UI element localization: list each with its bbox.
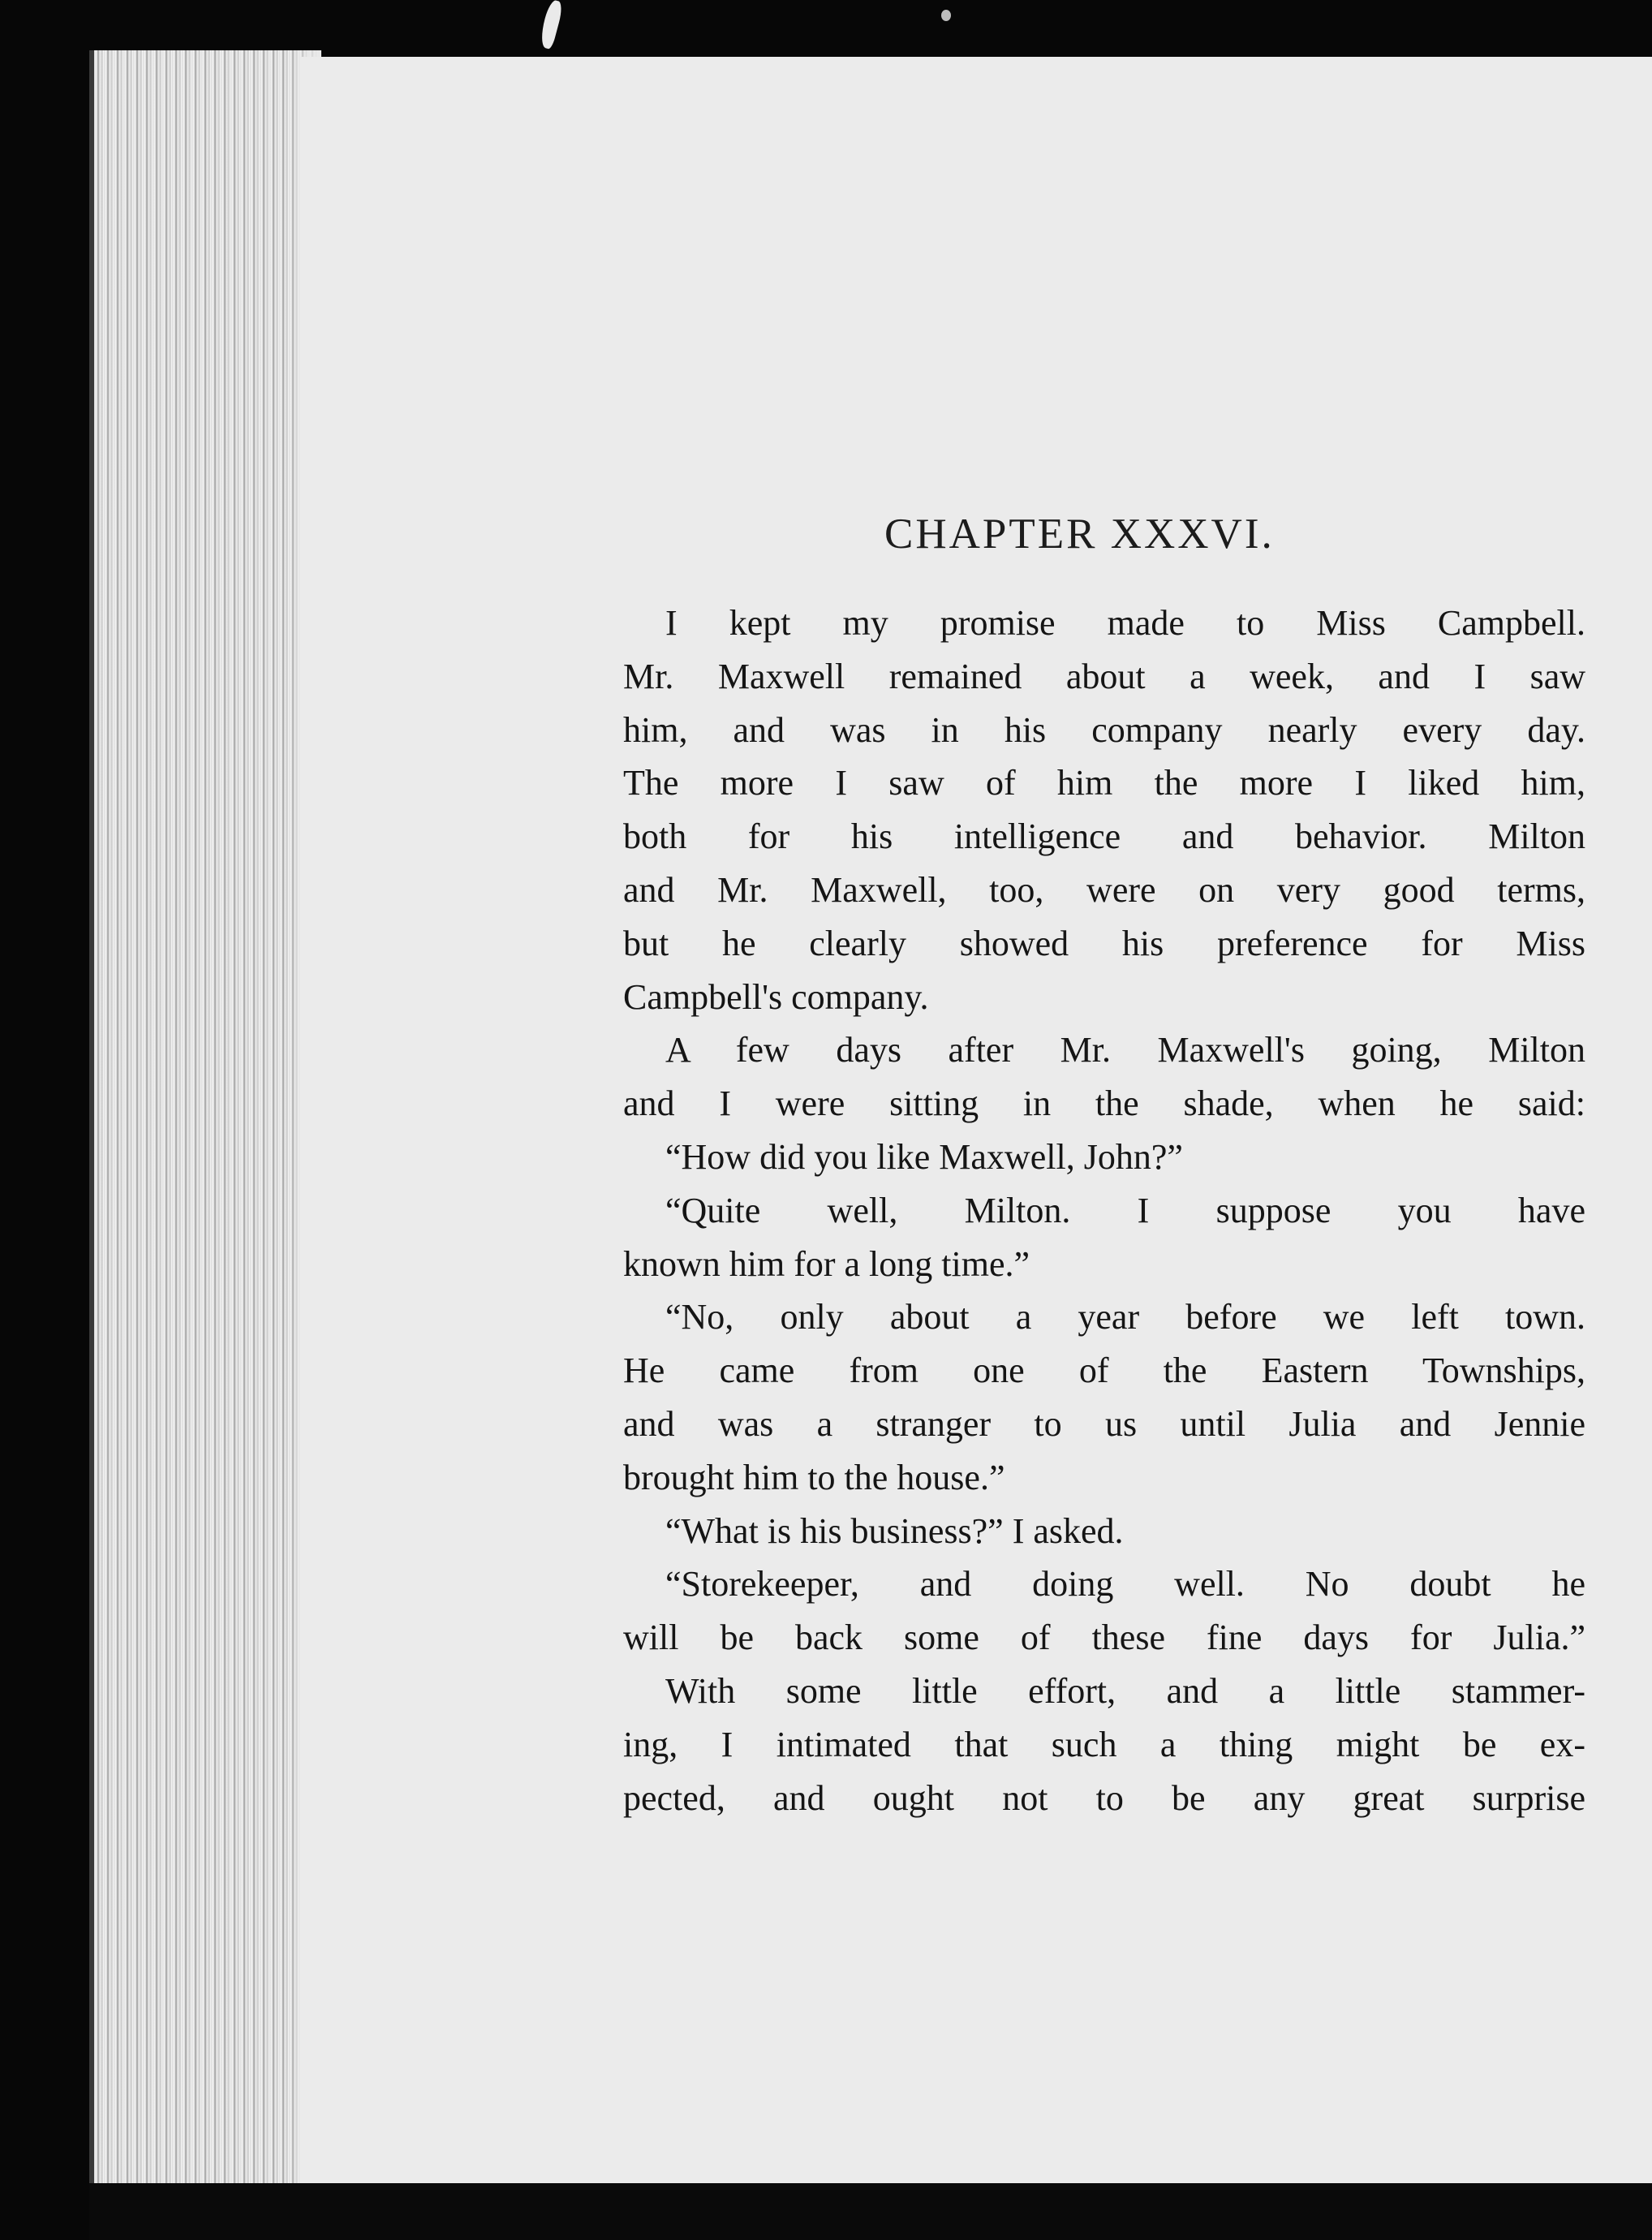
text-line: “No, only about a year before we left town. bbox=[665, 1297, 1585, 1338]
text-line: “Storekeeper, and doing well. No doubt he bbox=[665, 1564, 1585, 1605]
text-line: “How did you like Maxwell, John?” bbox=[665, 1136, 1183, 1177]
text-line: “What is his business?” I asked. bbox=[665, 1510, 1124, 1551]
text-line: and I were sitting in the shade, when he said: bbox=[623, 1083, 1585, 1124]
text-line: will be back some of these fine days for Julia.” bbox=[623, 1618, 1585, 1658]
text-line: Campbell's company. bbox=[623, 976, 929, 1017]
text-line: him, and was in his company nearly every day. bbox=[623, 709, 1585, 750]
page-edges bbox=[89, 50, 321, 2217]
scan-speck bbox=[538, 0, 565, 50]
text-line: With some little effort, and a little stammer- bbox=[665, 1670, 1585, 1711]
text-line: and Mr. Maxwell, too, were on very good terms, bbox=[623, 869, 1585, 910]
chapter-title: CHAPTER XXXVI. bbox=[884, 510, 1275, 558]
text-line: A few days after Mr. Maxwell's going, Milton bbox=[665, 1030, 1585, 1070]
text-line: The more I saw of him the more I liked him, bbox=[623, 763, 1585, 803]
text-line: and was a stranger to us until Julia and Jennie bbox=[623, 1403, 1585, 1444]
text-line: brought him to the house.” bbox=[623, 1457, 1005, 1497]
text-line: both for his intelligence and behavior. Milton bbox=[623, 816, 1585, 857]
text-line: “Quite well, Milton. I suppose you have bbox=[665, 1190, 1585, 1230]
text-line: known him for a long time.” bbox=[623, 1243, 1030, 1284]
bottom-shadow bbox=[89, 2183, 1652, 2240]
text-line: ing, I intimated that such a thing might be ex- bbox=[623, 1724, 1585, 1764]
text-line: He came from one of the Eastern Townships, bbox=[623, 1350, 1585, 1391]
body-text bbox=[623, 597, 1585, 1824]
text-line: I kept my promise made to Miss Campbell. bbox=[665, 603, 1585, 643]
scan-speck bbox=[941, 10, 951, 21]
text-line: Mr. Maxwell remained about a week, and I saw bbox=[623, 656, 1585, 696]
text-line: pected, and ought not to be any great surprise bbox=[623, 1777, 1585, 1818]
text-line: but he clearly showed his preference for Miss bbox=[623, 923, 1585, 963]
